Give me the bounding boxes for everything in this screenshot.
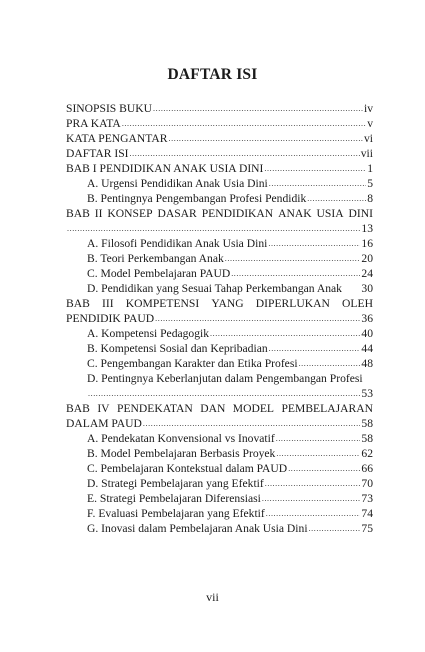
toc-entry-page: 40 (361, 327, 373, 340)
toc-entry-title: PRA KATA (66, 117, 121, 130)
toc-entry (87, 266, 373, 281)
toc-entry-page: 62 (361, 447, 373, 460)
toc-entry-title: G. Inovasi dalam Pembelajaran Anak Usia Dini (87, 522, 308, 535)
toc-entry (87, 431, 373, 446)
toc-entry (66, 206, 373, 221)
page-number: vii (206, 590, 219, 604)
toc-entry-page: 70 (361, 477, 373, 490)
toc-entry (87, 386, 373, 401)
toc-heading-word: ANAK (278, 207, 312, 220)
toc-heading-word: PENDIDIKAN (201, 207, 274, 220)
toc-entry-title: C. Pembelajaran Kontekstual dalam PAUD (87, 462, 288, 475)
toc-entry-page: 48 (361, 357, 373, 370)
toc-heading-word: BAB (66, 207, 90, 220)
toc-heading-word: PEMBELAJARAN (281, 402, 373, 415)
toc-entry-title: A. Urgensi Pendidikan Anak Usia Dini (87, 177, 268, 190)
toc-heading-word: PENDEKATAN (117, 402, 193, 415)
toc-entry (66, 131, 373, 146)
dot-leader (130, 146, 360, 161)
dot-leader (210, 326, 360, 341)
toc-heading-word: USIA (316, 207, 344, 220)
toc-entry-page: v (367, 117, 373, 130)
dot-leader (288, 461, 360, 476)
toc-entry-title: B. Model Pembelajaran Berbasis Proyek (87, 447, 276, 460)
dot-leader (169, 131, 363, 146)
toc-entry-page: 53 (361, 387, 373, 400)
toc-entry-page: 73 (361, 492, 373, 505)
toc-entry-page: 44 (361, 342, 373, 355)
toc-entry (87, 521, 373, 536)
toc-entry-title: C. Model Pembelajaran PAUD (87, 267, 231, 280)
toc-entry-page: 75 (361, 522, 373, 535)
toc-entry-title: D. Pendidikan yang Sesuai Tahap Perkembangan Anak (87, 282, 342, 295)
toc-entry (66, 161, 373, 176)
toc-entry-page: 5 (367, 177, 373, 190)
toc-entry-page: iv (363, 102, 373, 115)
toc-entry-page: vii (360, 147, 373, 160)
toc-entry-title: B. Kompetensi Sosial dan Kepribadian (87, 342, 268, 355)
toc-entry (87, 371, 373, 386)
toc-heading-word: YANG (211, 297, 244, 310)
toc-entry (87, 281, 373, 296)
toc-heading-word: DASAR (157, 207, 197, 220)
dot-leader (262, 491, 361, 506)
toc-entry (66, 146, 373, 161)
dot-leader (143, 416, 360, 431)
toc-entry (87, 236, 373, 251)
dot-leader (88, 386, 360, 401)
toc-entry (87, 251, 373, 266)
toc-entry (66, 116, 373, 131)
toc-heading-word: KONSEP (107, 207, 153, 220)
toc-heading-word: BAB (66, 297, 90, 310)
toc-entry-page: 24 (361, 267, 373, 280)
toc-heading-word: DIPERLUKAN (255, 297, 330, 310)
toc-heading-word: KOMPETENSI (125, 297, 200, 310)
dot-leader (269, 341, 361, 356)
dot-leader (276, 431, 361, 446)
table-of-contents (66, 101, 373, 536)
toc-entry-page: 58 (361, 432, 373, 445)
toc-heading-word: IV (97, 402, 110, 415)
toc-entry-title: SINOPSIS BUKU (66, 102, 153, 115)
toc-entry-title: PENDIDIK PAUD (66, 312, 155, 325)
toc-entry-title: BAB I PENDIDIKAN ANAK USIA DINI (66, 162, 264, 175)
dot-leader (155, 311, 360, 326)
toc-entry (87, 446, 373, 461)
dot-leader (231, 266, 360, 281)
toc-entry (87, 461, 373, 476)
toc-entry-page: 16 (361, 237, 373, 250)
dot-leader (307, 191, 366, 206)
toc-heading-word: OLEH (342, 297, 373, 310)
toc-entry-page: 66 (361, 462, 373, 475)
toc-entry-title (66, 401, 373, 416)
dot-leader (276, 446, 360, 461)
toc-entry-title: F. Evaluasi Pembelajaran yang Efektif (87, 507, 265, 520)
toc-heading-word: MODEL (232, 402, 275, 415)
toc-heading-word: DINI (348, 207, 373, 220)
toc-entry (87, 341, 373, 356)
toc-entry-page: 36 (361, 312, 373, 325)
toc-entry (87, 176, 373, 191)
dot-leader (225, 251, 361, 266)
dot-leader (122, 116, 366, 131)
toc-entry-title: C. Pengembangan Karakter dan Etika Profesi (87, 357, 298, 370)
toc-entry-title: DAFTAR ISI (66, 147, 129, 160)
toc-entry-title: D. Strategi Pembelajaran yang Efektif (87, 477, 264, 490)
toc-entry (87, 506, 373, 521)
dot-leader (264, 161, 366, 176)
dot-leader (309, 521, 361, 536)
dot-leader (299, 356, 361, 371)
toc-entry-page: 30 (361, 282, 373, 295)
toc-entry-title: DALAM PAUD (66, 417, 142, 430)
toc-entry-page: 1 (367, 162, 373, 175)
toc-heading-word: BAB (66, 402, 90, 415)
toc-heading-word: III (102, 297, 114, 310)
toc-heading-word: II (94, 207, 103, 220)
toc-entry-page: 74 (361, 507, 373, 520)
toc-entry-page: 13 (361, 222, 373, 235)
toc-entry-title: A. Pendekatan Konvensional vs Inovatif (87, 432, 275, 445)
dot-leader (265, 476, 361, 491)
dot-leader (266, 506, 361, 521)
toc-entry-title: KATA PENGANTAR (66, 132, 168, 145)
toc-entry-title: A. Kompetensi Pedagogik (87, 327, 210, 340)
toc-entry-title (66, 206, 373, 221)
dot-leader (268, 236, 360, 251)
toc-entry-page: 20 (361, 252, 373, 265)
toc-entry (87, 356, 373, 371)
toc-entry-title: B. Teori Perkembangan Anak (87, 252, 224, 265)
dot-leader (67, 221, 360, 236)
page-title: DAFTAR ISI (167, 66, 258, 83)
toc-entry-title: D. Pentingnya Keberlanjutan dalam Pengembangan Profesi (87, 372, 363, 385)
dot-leader (153, 101, 363, 116)
toc-entry (87, 491, 373, 506)
toc-entry (66, 416, 373, 431)
toc-entry (87, 191, 373, 206)
toc-entry (66, 101, 373, 116)
toc-entry (87, 476, 373, 491)
toc-entry-title: E. Strategi Pembelajaran Diferensiasi (87, 492, 261, 505)
toc-heading-word: DAN (200, 402, 226, 415)
toc-entry (66, 311, 373, 326)
toc-entry-page: vi (363, 132, 373, 145)
toc-entry-title: A. Filosofi Pendidikan Anak Usia Dini (87, 237, 268, 250)
toc-entry (66, 401, 373, 416)
toc-entry-page: 58 (361, 417, 373, 430)
toc-entry-title: B. Pentingnya Pengembangan Profesi Pendidik (87, 192, 307, 205)
toc-entry (66, 296, 373, 311)
dot-leader (269, 176, 366, 191)
toc-entry (87, 326, 373, 341)
toc-entry-page: 8 (367, 192, 373, 205)
toc-entry-title (66, 296, 373, 311)
toc-entry (66, 221, 373, 236)
